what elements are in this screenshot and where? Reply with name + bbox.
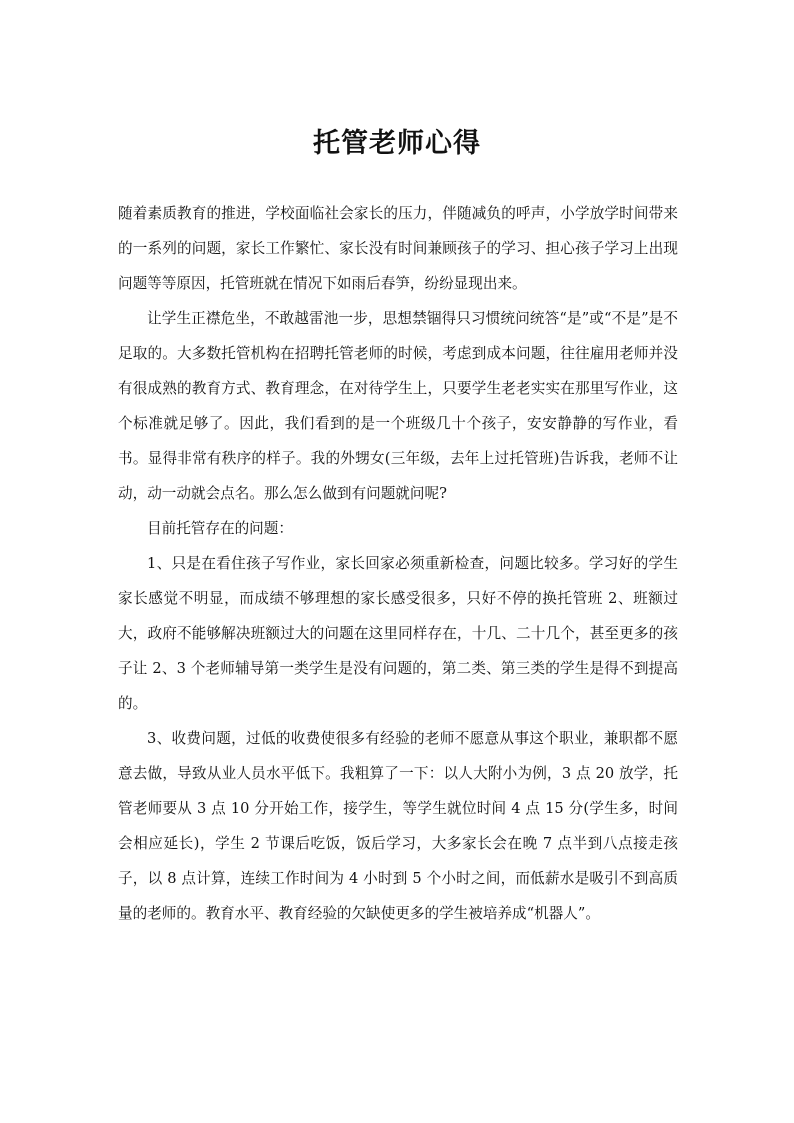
document-body (118, 196, 678, 931)
paragraph-intro: 随着素质教育的推进，学校面临社会家长的压力，伴随减负的呼声，小学放学时间带来的一系列的问题，家长工作繁忙、家长没有时间兼顾孩子的学习、担心孩子学习上出现问题等等原因，托管班就在情况下如雨后春笋，纷纷显现出来。 (118, 205, 678, 292)
paragraph-problems-heading: 目前托管存在的问题： (147, 520, 293, 537)
paragraph-problem-1-2: 1、只是在看住孩子写作业，家长回家必须重新检查，问题比较多。学习好的学生家长感觉不明显，而成绩不够理想的家长感受很多，只好不停的换托管班 2、班额过大，政府不能够解决班额过大的问题在这里同样存在，十几、二十几个，甚至更多的孩子让 2、3 个老师辅导第一类学生是没有问题的，第二类、第三类的学生是得不到提高的。 (118, 555, 678, 712)
document-title: 托管老师心得 (313, 128, 481, 159)
paragraph-problem-3: 3、收费问题，过低的收费使很多有经验的老师不愿意从事这个职业，兼职都不愿意去做，导致从业人员水平低下。我粗算了一下：以人大附小为例，3 点 20 放学，托管老师要从 3 点 10 分开始工作，接学生，等学生就位时间 4 点 15 分(学生多，时间会相应延长)，学生 2 节课后吃饭，饭后学习，大多家长会在晚 7 点半到八点接走孩子，以 8 点计算，连续工作时间为 4 小时到 5 个小时之间，而低薪水是吸引不到高质量的老师的。教育水平、教育经验的欠缺使更多的学生被培养成“机器人”。 (118, 730, 678, 922)
paragraph-teaching-style: 让学生正襟危坐，不敢越雷池一步，思想禁锢得只习惯统问统答“是”或“不是”是不足取的。大多数托管机构在招聘托管老师的时候，考虑到成本问题，往往雇用老师并没有很成熟的教育方式、教育理念，在对待学生上，只要学生老老实实在那里写作业，这个标准就足够了。因此，我们看到的是一个班级几十个孩子，安安静静的写作业，看书。显得非常有秩序的样子。我的外甥女(三年级，去年上过托管班)告诉我，老师不让动，动一动就会点名。那么怎么做到有问题就问呢? (118, 310, 678, 502)
